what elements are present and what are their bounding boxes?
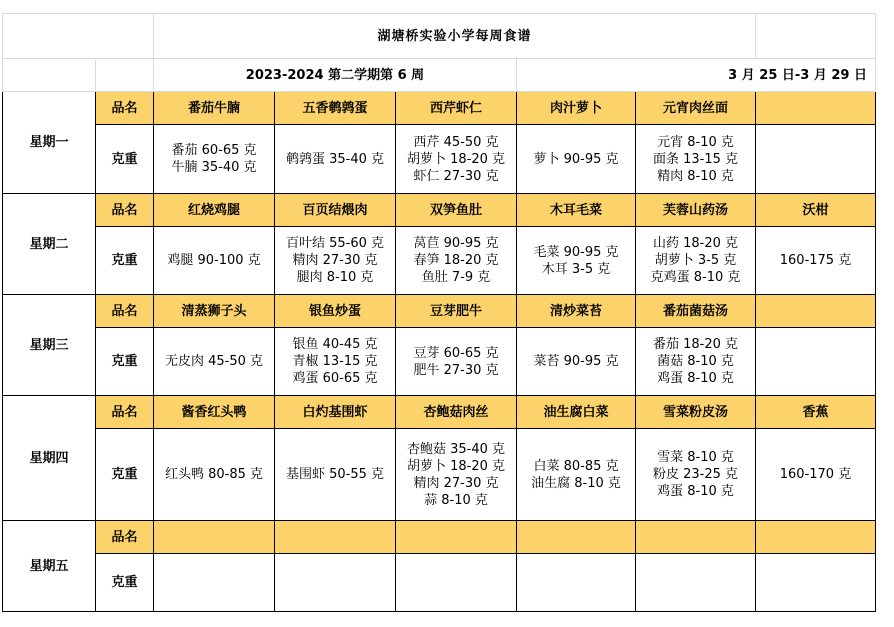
ingredient-weight: 油生腐 8-10 克 <box>531 475 621 491</box>
dish-weights <box>154 125 275 194</box>
blank-cell <box>756 14 876 59</box>
ingredient-weight: 银鱼 40-45 克 <box>292 337 378 352</box>
dish-weights <box>154 429 275 521</box>
dish-weights <box>517 227 636 295</box>
dish-name: 百页结煨肉 <box>275 194 396 227</box>
dish-name: 番茄菌菇汤 <box>636 295 756 328</box>
dish-weights <box>636 429 756 521</box>
dish-name: 沃柑 <box>756 194 876 227</box>
dish-weights <box>275 429 396 521</box>
ingredient-weight: 胡萝卜 18-20 克 <box>406 458 506 474</box>
ingredient-weight: 无皮肉 45-50 克 <box>164 354 264 369</box>
dish-name: 雪菜粉皮汤 <box>636 396 756 429</box>
dish-name <box>396 521 517 554</box>
ingredient-weight: 木耳 3-5 克 <box>541 261 611 277</box>
ingredient-weight: 萝卜 90-95 克 <box>533 151 619 167</box>
dish-weights <box>275 554 396 612</box>
ingredient-weight: 虾仁 27-30 克 <box>413 168 499 184</box>
dish-weights <box>396 328 517 396</box>
dish-name <box>517 521 636 554</box>
ingredient-weight: 160-170 克 <box>779 467 852 482</box>
name-row-label: 品名 <box>96 521 154 554</box>
dish-weights <box>517 554 636 612</box>
dish-name: 酱香红头鸭 <box>154 396 275 429</box>
ingredient-weight: 红头鸭 80-85 克 <box>164 467 264 482</box>
ingredient-weight: 鹌鹑蛋 35-40 克 <box>285 151 385 167</box>
date-range: 3 月 25 日-3 月 29 日 <box>517 59 876 92</box>
day-label: 星期二 <box>3 194 96 295</box>
day-label: 星期五 <box>3 521 96 612</box>
dish-name: 银鱼炒蛋 <box>275 295 396 328</box>
dish-name: 双笋鱼肚 <box>396 194 517 227</box>
ingredient-weight: 西芹 45-50 克 <box>413 134 499 150</box>
dish-weights <box>396 429 517 521</box>
ingredient-weight: 鸡蛋 8-10 克 <box>657 371 734 386</box>
blank-cell <box>3 14 154 59</box>
ingredient-weight: 鱼肚 7-9 克 <box>421 270 491 285</box>
dish-name: 木耳毛菜 <box>517 194 636 227</box>
ingredient-weight: 面条 13-15 克 <box>652 151 739 167</box>
dish-weights <box>636 125 756 194</box>
dish-name: 五香鹌鹑蛋 <box>275 92 396 125</box>
ingredient-weight: 菌菇 8-10 克 <box>657 354 734 369</box>
ingredient-weight: 精肉 8-10 克 <box>657 168 734 184</box>
ingredient-weight: 杏鲍菇 35-40 克 <box>406 441 506 457</box>
ingredient-weight: 胡萝卜 18-20 克 <box>406 151 506 167</box>
dish-name <box>756 92 876 125</box>
dish-name: 元宵肉丝面 <box>636 92 756 125</box>
dish-name: 西芹虾仁 <box>396 92 517 125</box>
ingredient-weight: 克鸡蛋 8-10 克 <box>650 270 741 285</box>
ingredient-weight: 鸡蛋 60-65 克 <box>292 371 378 386</box>
blank-cell <box>96 59 154 92</box>
name-row-label: 品名 <box>96 396 154 429</box>
ingredient-weight: 基围虾 50-55 克 <box>285 467 385 482</box>
name-row-label: 品名 <box>96 295 154 328</box>
ingredient-weight: 山药 18-20 克 <box>652 236 739 251</box>
menu-table <box>2 13 876 612</box>
dish-name: 豆芽肥牛 <box>396 295 517 328</box>
dish-weights <box>517 328 636 396</box>
ingredient-weight: 莴苣 90-95 克 <box>413 236 499 251</box>
ingredient-weight: 鸡蛋 8-10 克 <box>657 484 734 499</box>
dish-weights <box>396 227 517 295</box>
dish-weights <box>154 328 275 396</box>
dish-name: 红烧鸡腿 <box>154 194 275 227</box>
dish-name <box>275 521 396 554</box>
ingredient-weight: 胡萝卜 3-5 克 <box>654 253 737 268</box>
ingredient-weight: 腿肉 8-10 克 <box>296 270 374 285</box>
day-label: 星期一 <box>3 92 96 194</box>
ingredient-weight: 青椒 13-15 克 <box>292 354 378 369</box>
dish-name: 清蒸狮子头 <box>154 295 275 328</box>
ingredient-weight: 番茄 60-65 克 <box>171 143 257 158</box>
dish-weights <box>517 125 636 194</box>
ingredient-weight: 春笋 18-20 克 <box>413 253 499 268</box>
ingredient-weight: 蒜 8-10 克 <box>424 492 488 508</box>
ingredient-weight: 白菜 80-85 克 <box>533 458 619 474</box>
dish-name: 油生腐白菜 <box>517 396 636 429</box>
dish-name: 香蕉 <box>756 396 876 429</box>
ingredient-weight: 百叶结 55-60 克 <box>285 236 385 251</box>
weight-row-label: 克重 <box>96 227 154 295</box>
dish-weights <box>154 227 275 295</box>
ingredient-weight: 元宵 8-10 克 <box>657 134 734 150</box>
weight-row-label: 克重 <box>96 554 154 612</box>
dish-name: 清炒菜苔 <box>517 295 636 328</box>
weight-row-label: 克重 <box>96 125 154 194</box>
dish-weights <box>275 328 396 396</box>
ingredient-weight: 牛腩 35-40 克 <box>171 160 257 175</box>
ingredient-weight: 鸡腿 90-100 克 <box>167 253 261 268</box>
name-row-label: 品名 <box>96 194 154 227</box>
dish-weights <box>756 554 876 612</box>
weight-row-label: 克重 <box>96 328 154 396</box>
dish-name <box>154 521 275 554</box>
day-label: 星期四 <box>3 396 96 521</box>
dish-weights <box>275 125 396 194</box>
dish-name: 杏鲍菇肉丝 <box>396 396 517 429</box>
dish-weights <box>756 328 876 396</box>
weight-row-label: 克重 <box>96 429 154 521</box>
dish-name: 白灼基围虾 <box>275 396 396 429</box>
ingredient-weight: 精肉 27-30 克 <box>413 475 499 491</box>
dish-weights <box>636 227 756 295</box>
ingredient-weight: 菜苔 90-95 克 <box>533 354 619 369</box>
ingredient-weight: 精肉 27-30 克 <box>292 253 378 268</box>
dish-weights <box>396 554 517 612</box>
dish-weights <box>756 227 876 295</box>
dish-weights <box>517 429 636 521</box>
dish-name <box>636 521 756 554</box>
dish-weights <box>636 554 756 612</box>
dish-name <box>756 521 876 554</box>
dish-name: 肉汁萝卜 <box>517 92 636 125</box>
dish-weights <box>756 429 876 521</box>
name-row-label: 品名 <box>96 92 154 125</box>
page-title: 湖塘桥实验小学每周食谱 <box>154 14 756 59</box>
ingredient-weight: 160-175 克 <box>779 253 852 268</box>
term-label: 2023-2024 第二学期第 6 周 <box>154 59 517 92</box>
blank-cell <box>3 59 96 92</box>
dish-name: 芙蓉山药汤 <box>636 194 756 227</box>
dish-weights <box>396 125 517 194</box>
day-label: 星期三 <box>3 295 96 396</box>
ingredient-weight: 肥牛 27-30 克 <box>413 362 499 378</box>
dish-name: 番茄牛腩 <box>154 92 275 125</box>
dish-weights <box>275 227 396 295</box>
ingredient-weight: 雪菜 8-10 克 <box>657 450 734 465</box>
ingredient-weight: 番茄 18-20 克 <box>652 337 739 352</box>
dish-weights <box>756 125 876 194</box>
dish-weights <box>154 554 275 612</box>
ingredient-weight: 毛菜 90-95 克 <box>533 244 619 260</box>
dish-name <box>756 295 876 328</box>
ingredient-weight: 豆芽 60-65 克 <box>413 345 499 361</box>
dish-weights <box>636 328 756 396</box>
ingredient-weight: 粉皮 23-25 克 <box>652 467 739 482</box>
